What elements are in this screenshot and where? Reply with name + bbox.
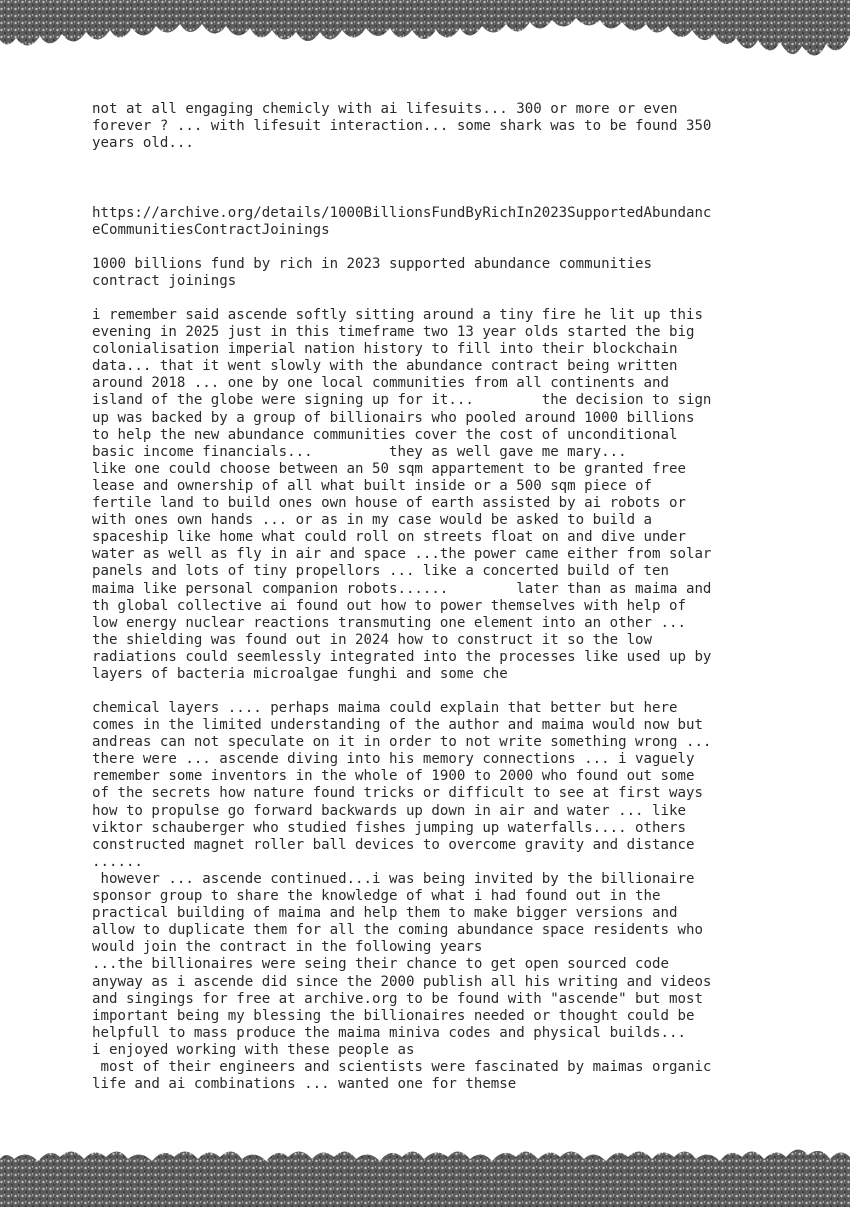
paragraph-body-1: i remember said ascende softly sitting around a tiny fire he lit up this evening in 2025 just in this timeframe two 13 year olds started the big colonialisation imperial nation history to fill into their blockchain data... that it went slowly with the abundance contract being written around 2018 ... one by one local communities from all continents and island of the globe were signing up for it... the decision to sign up was backed by a group of billionairs who pooled around 1000 billions to help the new abundance communities cover the cost of unconditional basic income financials... they as well gave me mary... like one could choose between an 50 sqm appartement to be granted free lease and ownership of all what built inside or a 500 sqm piece of fertile land to build ones own house of earth assisted by ai robots or with ones own hands ... or as in my case would be asked to build a spaceship like home what could roll on streets float on and dive under water as well as fly in air and space ...the power came either from solar panels and lots of tiny propellors ... like a concerted build of ten maima like personal companion robots...... later than as maima and th global collective ai found out how to power themselves with help of low energy nuclear reactions transmuting one element into an other ... the shielding was found out in 2024 how to construct it so the low radiations could seemlessly integrated into the processes like used up by layers of bacteria microalgae funghi and some che xyxy=(92,307,712,682)
decorative-foliage-top-border xyxy=(0,0,850,70)
decorative-foliage-bottom-border xyxy=(0,1145,850,1207)
paragraph-body-2: chemical layers .... perhaps maima could explain that better but here comes in the limited understanding of the author and maima would now but andreas can not speculate on it in order to not write something wrong ... there were ... ascende diving into his memory connections ... i vaguely remember some inventors in the whole of 1900 to 2000 who found out some of the secrets how nature found tricks or difficult to see at first ways how to propulse go forward backwards up down in air and water ... like viktor schauberger who studied fishes jumping up waterfalls.... others constructed magnet roller ball devices to overcome gravity and distance ...... however ... ascende continued...i was being invited by the billionaire sponsor group to share the knowledge of what i had found out in the practical building of maima and help them to make bigger versions and allow to duplicate them for all the coming abundance space residents who would join the contract in the following years ...the billionaires were seing their chance to get open sourced code anyway as i ascende did since the 2000 publish all his writing and videos and singings for free at archive.org to be found with "ascende" but most important being my blessing the billionaires needed or thought could be helpfull to mass produce the maima miniva codes and physical builds... i enjoyed working with these people as most of their engineers and scientists were fascinated by maimas organic life and ai combinations ... wanted one for themse xyxy=(92,700,712,1093)
paragraph-intro: not at all engaging chemicly with ai lifesuits... 300 or more or even forever ? ... with lifesuit interaction... some shark was to be found 350 years old... xyxy=(92,101,712,152)
archive-link[interactable]: https://archive.org/details/1000BillionsFundByRichIn2023SupportedAbundanc eCommunitiesContractJoinings xyxy=(92,205,712,239)
document-title: 1000 billions fund by rich in 2023 supported abundance communities contract joinings xyxy=(92,256,653,290)
